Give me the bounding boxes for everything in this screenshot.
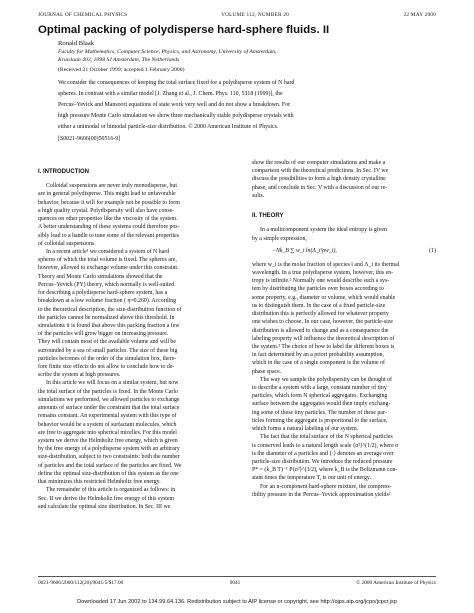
text-line: distribution this is perfectly allowed for whatever property	[252, 311, 389, 318]
text-line: to describe a system with a large, constant number of tiny	[252, 385, 387, 392]
affiliation-line: Kruislaan 403, 1098 SJ Amsterdam, The Netherlands	[58, 56, 180, 63]
text-line: behavior would be a system of surfactant molecules, which	[38, 421, 177, 428]
text-line: ing some of these tiny particles. The number of these par-	[252, 409, 387, 416]
right-column	[252, 159, 436, 499]
text-line: us to distinguish them. In the case of a fixed particle-size	[252, 302, 386, 309]
text-line: The remainder of this article is organized as follows: in	[46, 487, 176, 494]
footer-copyright: © 2000 American Institute of Physics	[356, 580, 436, 586]
text-line: and calculate the optimal size distribution. In Sec. III we	[38, 503, 171, 510]
text-line: discuss the possibilities to form a high density crystalline	[252, 176, 386, 183]
text-line: which forms a natural labeling of our system.	[252, 426, 359, 433]
text-line: are free to aggregate into spherical micelles. For this model	[38, 429, 177, 436]
text-line: P* = (k_B T)⁻¹ P⟨σ²⟩^(3/2), where k_B is the Boltzmann con-	[252, 467, 398, 474]
text-line: breakdown at a low volume fraction ( η≈0.260). According	[38, 298, 177, 305]
abstract-line: Percus–Yevick and Mansoori equations of state work very well and do not show a breakdown. For	[58, 102, 291, 108]
text-line: are in general polydisperse. This might lead to unfavorable	[38, 191, 176, 198]
doi-code: [S0021-9606(00)50516-9]	[58, 135, 121, 142]
left-column-body	[38, 182, 222, 511]
received-date: (Received 21 October 1999; accepted 1 February 2000)	[58, 67, 185, 73]
text-line: quences on other properties like the viscosity of the system.	[38, 216, 178, 223]
theory-body	[252, 261, 436, 499]
text-line: surrounded by a sea of small particles. The size of these big	[38, 347, 178, 354]
abstract-line: high pressure Monte Carlo simulation we show three mechanically stable polydisperse crystals with	[58, 113, 294, 120]
text-line: system we derive the Helmholtz free energy, which is given	[38, 438, 178, 444]
abstract-line: We consider the consequences of keeping the total surface fixed for a polydisperse system of N hard	[58, 79, 295, 86]
text-line: comparison with the theoretical predictions. In Sec. IV we	[252, 168, 389, 175]
text-line: particles, which form N spherical aggregates. Exchanging	[252, 393, 388, 400]
text-line: Sec. II we derive the Helmholtz free energy of this system	[38, 495, 175, 502]
text-line: spheres of which the total volume is fixed. The spheres are,	[38, 257, 177, 264]
author-name: Ronald Blaak	[58, 40, 95, 47]
text-line: in fact determined by an a priori probability assumption,	[252, 352, 384, 359]
abstract-line: spheres. In contrast with a similar model [J. Zhang et al., J. Chem. Phys. 110, 5318 (1999)], the	[58, 90, 283, 97]
text-line: Percus–Yevick (PY) theory, which normally is well-suited	[38, 281, 175, 288]
text-line: The way we sample the polydispersity can be thought of	[260, 376, 392, 383]
issue-date: 22 MAY 2000	[403, 12, 436, 18]
text-line: show the results of our computer simulations and make a	[252, 160, 386, 166]
text-line: Colloidal suspensions are never truly monodisperse, but	[46, 183, 177, 190]
text-line: sults.	[252, 192, 265, 199]
text-line: the total surface of the particles is fixed. In the Monte Carlo	[38, 388, 178, 395]
affiliation-line: Faculty for Mathematics, Computer Science, Physics, and Astronomy, University of Amsterdam,	[58, 49, 277, 55]
text-line: some property, e.g., diameter or volume, which would enable	[252, 294, 396, 301]
equation-number: (1)	[429, 247, 436, 254]
footer-issn: 0021-9606/2000/112(20)/9041/5/$17.00	[38, 580, 124, 586]
volume-number: VOLUME 112, NUMBER 20	[221, 12, 289, 18]
text-line: They will contain most of the available volume and will be	[38, 339, 176, 346]
text-line: surface between the aggregates would then imply exchang-	[252, 401, 391, 408]
text-line: of particles and the total surface of the particles are fixed. We	[38, 462, 182, 469]
section-heading-theory: II. THEORY	[252, 213, 284, 220]
text-line: The fact that the total surface of the N spherical particles	[260, 434, 393, 441]
left-column	[38, 168, 222, 511]
text-line: tem by distributing the particles over boxes according to	[252, 286, 384, 293]
text-line: stant times the temperature T, is our unit of energy.	[252, 475, 371, 482]
text-line: where w_i is the molar fraction of species i and Λ_i its thermal	[252, 261, 400, 268]
text-line: by the free energy of a polydisperse system with an arbitrary	[38, 446, 180, 453]
text-line: one wishes to choose. In our case, however, the particle-size	[252, 319, 393, 326]
text-line: for describing a polydisperse hard-sphere system, has a	[38, 290, 168, 297]
right-column-intro-continuation	[252, 159, 436, 200]
text-line: tropy is infinite.² Normally one would describe such a sys-	[252, 278, 390, 285]
page-number: 9041	[229, 580, 241, 586]
text-line: of the particles will grow bigger on increasing pressure.	[38, 331, 169, 338]
text-line: In a multicomponent system the ideal entropy is given	[260, 227, 387, 234]
equation-1	[252, 243, 436, 261]
text-line: sibly lead to a handle to tune some of the relevant properties	[38, 232, 180, 239]
text-line: particles becomes of the order of the simulation box, there-	[38, 355, 177, 362]
text-line: the system.³ The choice of how to label the different boxes is	[252, 343, 395, 350]
text-line: In a recent article¹ we considered a system of N hard	[46, 248, 170, 255]
abstract-line: either a unimodal or bimodal particle-size distribution. © 2000 American Institute of Physics.	[58, 124, 279, 131]
text-line: ticles forming the aggregate is proportional to the surface,	[252, 417, 388, 424]
text-line: simulations it is found that above this packing fraction a few	[38, 322, 180, 329]
theory-intro	[252, 226, 436, 242]
text-line: Theory and Monte Carlo simulations showed that the	[38, 273, 163, 280]
text-line: ibility pressure in the Percus–Yevick approximation yields²	[252, 491, 391, 498]
text-line: For an n-component hard-sphere mixture, the compress-	[260, 483, 392, 490]
text-line: amounts of surface under the constraint that the total surface	[38, 405, 180, 412]
text-line: labeling property will influence the theoretical description of	[252, 335, 395, 342]
text-line: remains constant. An experimental system with this type of	[38, 413, 177, 420]
equation-text: −Nk_B ∑ w_i ln(Λ_i³ρw_i),	[272, 247, 337, 254]
text-line: size-distribution, subject to two constraints: both the number	[38, 454, 180, 461]
text-line: particle-size distribution. We introduce the reduced pressure	[252, 459, 393, 465]
text-line: behavior, because it will for example not be possible to form	[38, 199, 180, 206]
text-line: phase space.	[252, 368, 282, 375]
download-notice: Downloaded 17 Jun 2002 to 134.99.64.136. Redistribution subject to AIP license or copyright, see http://ojps.aip.org/jcpo/jcpcr.jsp	[77, 599, 397, 605]
text-line: distribution is allowed to change and as a consequence the	[252, 327, 389, 334]
text-line: is conserved leads to a natural length scale ⟨σ²⟩^(1/2), where σ	[252, 442, 399, 449]
text-line: the particles cannot be normalized above this threshold. In	[38, 314, 175, 321]
paper-title: Optimal packing of polydisperse hard-sphere fluids. II	[38, 24, 330, 36]
text-line: which in the case of a single component is the volume of	[252, 360, 385, 367]
section-heading-introduction: I. INTRODUCTION	[38, 169, 89, 175]
text-line: define the optimal size-distribution of this system as the one	[38, 470, 179, 477]
text-line: however, allowed to exchange volume under this constraint.	[38, 265, 179, 272]
footer-rule	[38, 576, 436, 577]
text-line: phase, and conclude in Sec. V with a discussion of our re-	[252, 184, 388, 191]
journal-name: JOURNAL OF CHEMICAL PHYSICS	[38, 12, 128, 18]
text-line: is the diameter of a particles and ⟨·⟩ denotes an average over	[252, 450, 394, 457]
text-line: to the theoretical description, the size-distribution function of	[38, 306, 182, 313]
text-line: that minimizes this restricted Helmholtz free energy.	[38, 479, 161, 486]
text-line: fore finite size effects do not allow to conclude how to de-	[38, 364, 175, 371]
text-line: simulations we performed, we allowed particles to exchange	[38, 396, 180, 403]
text-line: by a simple expression,	[252, 235, 307, 242]
text-line: a high quality crystal. Polydispersity will also have conse-	[38, 207, 175, 214]
text-line: A better understanding of these systems could therefore pos-	[38, 224, 180, 231]
text-line: of colloidal suspensions.	[38, 240, 96, 247]
text-line: wavelength. In a true polydisperse system, however, this en-	[252, 269, 394, 276]
text-line: In this article we will focus on a similar system, but now	[46, 380, 179, 387]
text-line: scribe the system at high pressures.	[38, 372, 121, 379]
